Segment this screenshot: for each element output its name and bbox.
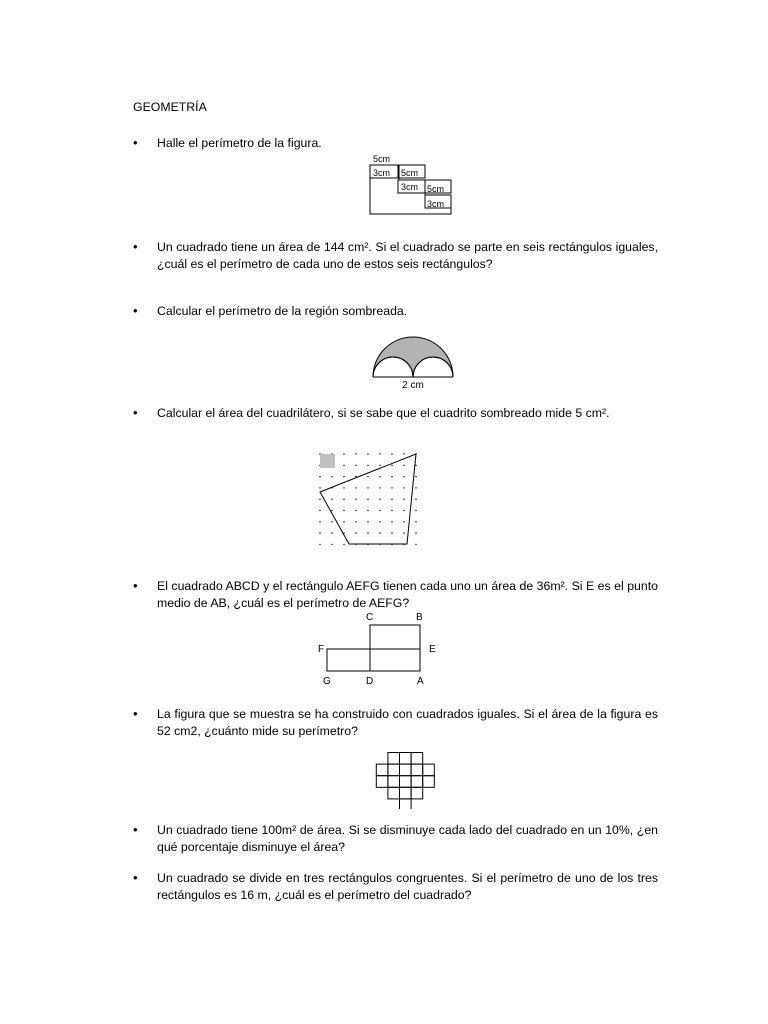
problem-6 [133, 706, 658, 739]
grid-dot [391, 499, 392, 500]
grid-dot [355, 499, 356, 500]
unit-square [388, 764, 400, 776]
cross-squares-figure [369, 751, 443, 809]
unit-square [376, 776, 388, 788]
grid-dot [415, 465, 416, 466]
label-5cm: 5cm [427, 184, 445, 194]
grid-dot [367, 476, 368, 477]
problem-7 [133, 822, 658, 855]
problem-text: Halle el perímetro de la figura. [157, 136, 322, 150]
grid-dot [355, 521, 356, 522]
grid-dot [367, 453, 368, 454]
label-a: A [417, 676, 424, 687]
grid-dot [403, 521, 404, 522]
bullet: • [133, 405, 138, 420]
grid-dot [367, 499, 368, 500]
problem-8 [133, 870, 658, 903]
grid-dot [355, 510, 356, 511]
rectangle-aefg [327, 649, 420, 671]
grid-dot [391, 521, 392, 522]
grid-dot [403, 487, 404, 488]
shaded-region [373, 337, 453, 377]
bullet: • [133, 239, 138, 254]
grid-dot [379, 453, 380, 454]
problem-3 [133, 303, 658, 320]
grid-dot [415, 476, 416, 477]
grid-dot [403, 510, 404, 511]
unit-square [400, 799, 412, 809]
label-g: G [323, 676, 331, 687]
unit-square [388, 787, 400, 799]
label-5cm: 5cm [401, 168, 419, 178]
square-abcd [370, 625, 420, 671]
grid-dot [367, 532, 368, 533]
grid-dot [415, 487, 416, 488]
grid-dot [355, 487, 356, 488]
problem-text: El cuadrado ABCD y el rectángulo AEFG tienen cada uno un área de 36m². Si E es el punto medio de AB, ¿cuál es el perímetro de AEFG? [157, 579, 658, 610]
staircase-figure [368, 152, 458, 217]
grid-dot [355, 453, 356, 454]
shaded-square [320, 454, 335, 468]
bullet: • [133, 578, 138, 593]
label-3cm: 3cm [427, 199, 445, 209]
label-e: E [429, 644, 436, 655]
grid-dot [343, 465, 344, 466]
unit-square [411, 787, 423, 799]
unit-square [411, 753, 423, 765]
grid-dot [331, 499, 332, 500]
grid-dot [343, 499, 344, 500]
grid-dot [391, 476, 392, 477]
grid-dot [403, 499, 404, 500]
bullet: • [133, 706, 138, 721]
unit-square [400, 787, 412, 799]
grid-dot [403, 476, 404, 477]
problem-2 [133, 239, 658, 272]
grid-dot [343, 453, 344, 454]
grid-dot [319, 499, 320, 500]
grid-dot [319, 510, 320, 511]
grid-dot [343, 544, 344, 545]
label-3cm: 3cm [373, 168, 391, 178]
grid-dot [343, 521, 344, 522]
unit-square [400, 764, 412, 776]
grid-dot [403, 532, 404, 533]
grid-dot [403, 453, 404, 454]
grid-dot [415, 532, 416, 533]
grid-dot [391, 532, 392, 533]
grid-dot [379, 532, 380, 533]
unit-square [423, 764, 435, 776]
grid-dot [331, 510, 332, 511]
bullet: • [133, 870, 138, 885]
unit-square [376, 764, 388, 776]
rectangle-figure [316, 609, 440, 689]
grid-dot [319, 532, 320, 533]
grid-dot [367, 510, 368, 511]
problem-text: Un cuadrado tiene un área de 144 cm². Si el cuadrado se parte en seis rectángulos iguales, ¿cuál es el perímetro de cada uno de estos seis rectángulos? [157, 240, 658, 271]
page-title: GEOMETRÍA [133, 100, 207, 114]
problem-text: Calcular el área del cuadrilátero, si se sabe que el cuadrito sombreado mide 5 cm². [157, 406, 610, 420]
grid-dot [415, 544, 416, 545]
problem-text: Un cuadrado tiene 100m² de área. Si se disminuye cada lado del cuadrado en un 10%, ¿en qué porcentaje disminuye el área? [157, 823, 658, 854]
grid-dot [391, 453, 392, 454]
grid-dot [319, 521, 320, 522]
base-label: 2 cm [402, 380, 424, 391]
grid-dot [355, 465, 356, 466]
grid-dot [343, 510, 344, 511]
grid-dot [319, 476, 320, 477]
square-grid [376, 753, 434, 810]
label-f: F [318, 644, 325, 655]
problem-text: Un cuadrado se divide en tres rectángulos congruentes. Si el perímetro de uno de los tres rectángulos es 16 m, ¿cuál es el perímetro del cuadrado? [157, 871, 658, 902]
grid-dot [331, 544, 332, 545]
problem-5 [133, 578, 658, 611]
problem-1 [133, 135, 658, 152]
problem-4 [133, 405, 658, 422]
grid-dot [331, 532, 332, 533]
problem-text: La figura que se muestra se ha construido con cuadrados iguales. Si el área de la figura es 52 cm2, ¿cuánto mide su perímetro? [157, 707, 658, 738]
grid-dot [343, 487, 344, 488]
unit-square [411, 764, 423, 776]
label-3cm: 3cm [401, 182, 419, 192]
label-c: C [366, 612, 374, 623]
grid-dot [379, 465, 380, 466]
bullet: • [133, 135, 138, 150]
grid-dot [379, 521, 380, 522]
grid-dot [367, 487, 368, 488]
unit-square [400, 776, 412, 788]
grid-dot [415, 521, 416, 522]
unit-square [411, 776, 423, 788]
grid-dot [319, 544, 320, 545]
grid-dot [379, 510, 380, 511]
bullet: • [133, 303, 138, 318]
grid-dot [367, 465, 368, 466]
grid-dot [391, 487, 392, 488]
bullet: • [133, 822, 138, 837]
grid-dot [367, 521, 368, 522]
label-5cm: 5cm [373, 154, 391, 164]
unit-square [388, 776, 400, 788]
unit-square [423, 776, 435, 788]
grid-dot [391, 510, 392, 511]
dot-grid-figure [312, 447, 424, 553]
semicircle-figure [370, 335, 456, 391]
grid-dot [415, 499, 416, 500]
grid-dot [379, 499, 380, 500]
grid-dot [379, 487, 380, 488]
unit-square [388, 753, 400, 765]
label-b: B [416, 612, 423, 623]
grid-dot [355, 532, 356, 533]
grid-dot [403, 465, 404, 466]
problem-text: Calcular el perímetro de la región sombreada. [157, 304, 408, 318]
unit-square [400, 753, 412, 765]
grid-dot [379, 476, 380, 477]
grid-dot [391, 465, 392, 466]
grid-dot [331, 476, 332, 477]
grid-dot [415, 510, 416, 511]
grid-dot [331, 521, 332, 522]
label-d: D [366, 676, 374, 687]
grid-dot [319, 487, 320, 488]
grid-dot [343, 476, 344, 477]
